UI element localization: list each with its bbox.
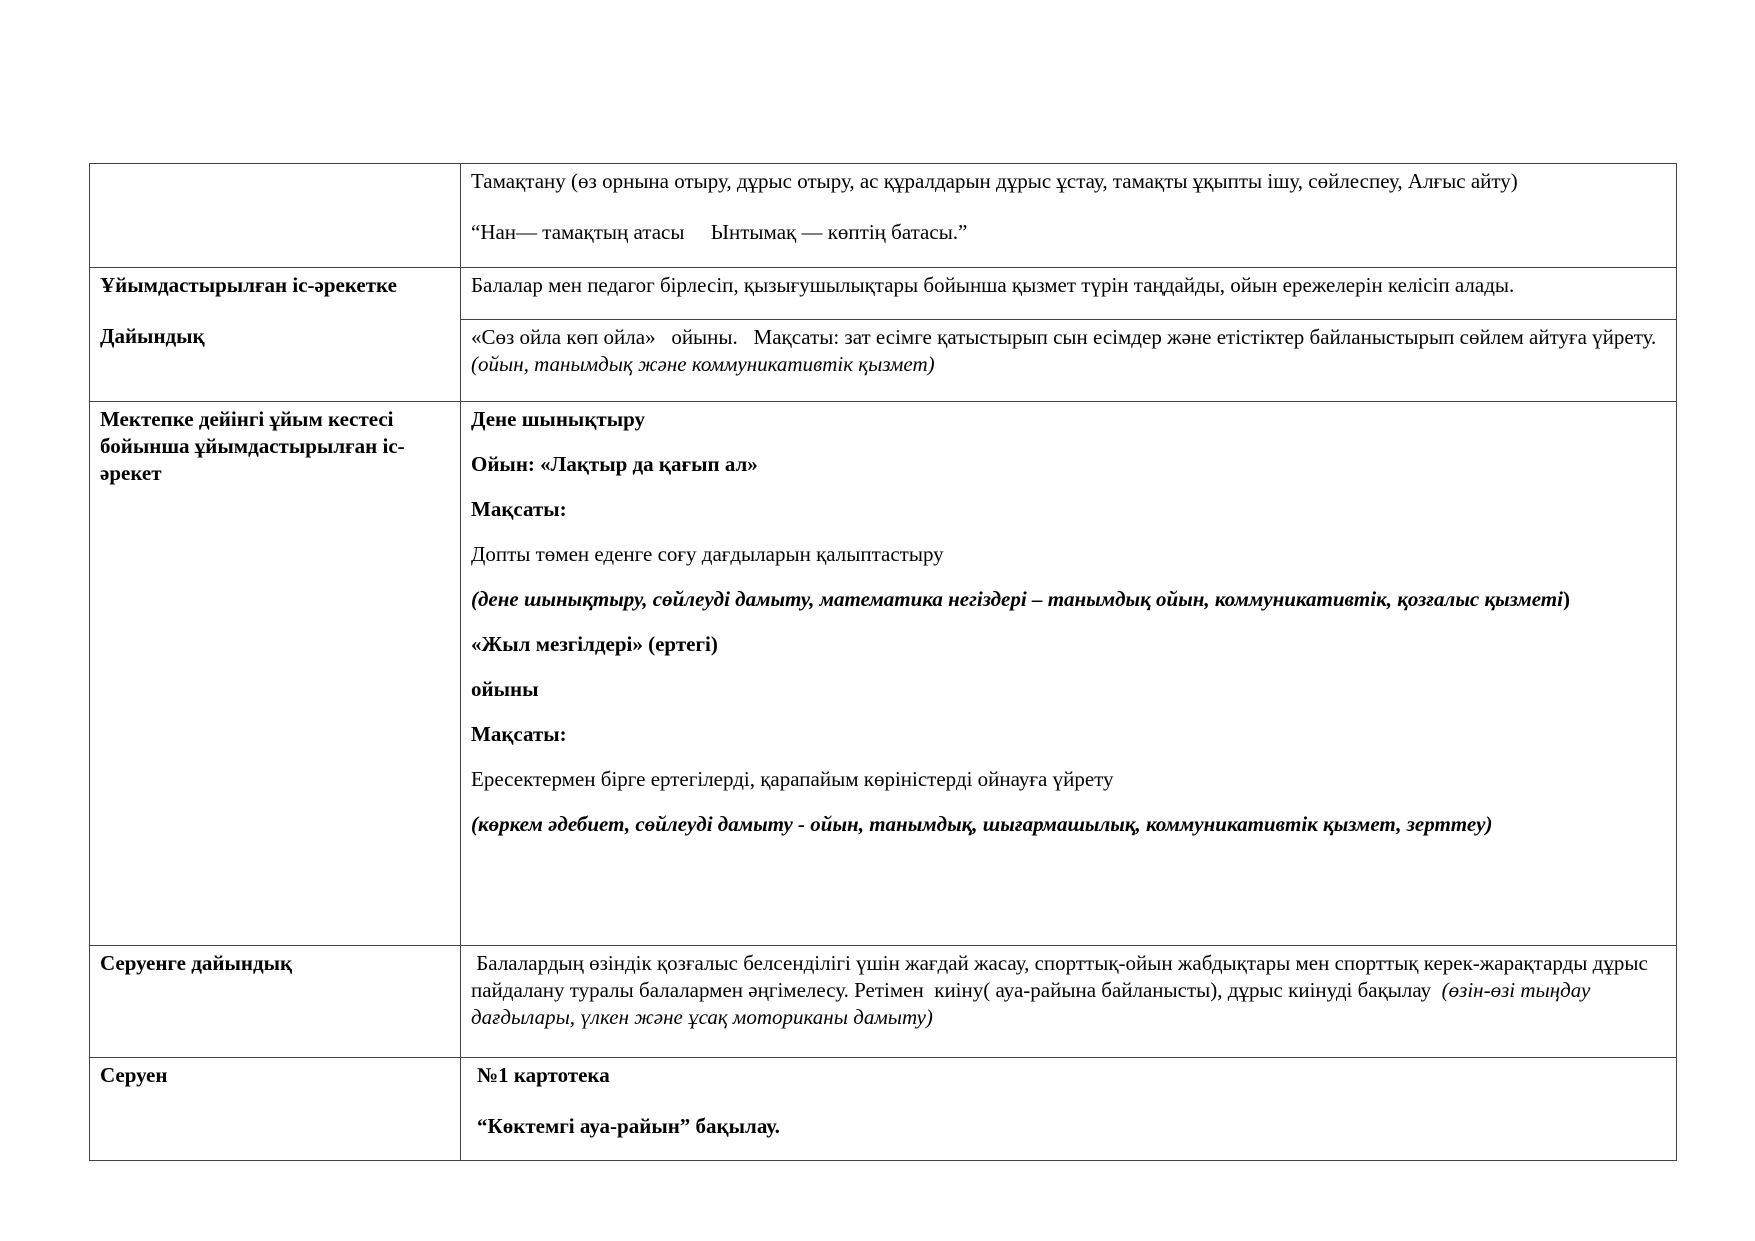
- row2-bottom-cell: [461, 320, 1677, 402]
- row2-left-cell: [90, 268, 461, 402]
- table-row: [90, 946, 1677, 1058]
- note1-italic: (дене шынықтыру, сөйлеуді дамыту, математика негіздері – танымдық ойын, коммуникативтік, қозғалыс қызметі: [471, 587, 1563, 611]
- row1-left-cell: [90, 164, 461, 268]
- aim1-text: Допты төмен еденге соғу дағдыларын қалыптастыру: [471, 542, 944, 566]
- walk-preparation-note: (өзін-өзі тыңдау дағдылары, үлкен және ұсақ моториканы дамыту): [471, 978, 1596, 1029]
- organized-activity-label: Ұйымдастырылған іс-әрекетке: [100, 273, 397, 297]
- walk-preparation-label: Серуенге дайындық: [100, 951, 293, 975]
- note1: [471, 586, 1666, 613]
- walk-label: Серуен: [100, 1063, 168, 1087]
- word-game-note: (ойын, танымдық және коммуникативтік қызмет): [471, 352, 935, 376]
- word-game-description: «Сөз ойла көп ойла» ойыны. Мақсаты: зат есімге қатыстырып сын есімдер және етістіктер байланыстырып сөйлем айтуға үйрету.: [471, 325, 1657, 349]
- activity-choice-text: Балалар мен педагог бірлесіп, қызығушылықтары бойынша қызмет түрін таңдайды, ойын ережелерін келісіп алады.: [471, 273, 1515, 297]
- aim2-label: Мақсаты:: [471, 722, 567, 746]
- row3-left-cell: [90, 402, 461, 946]
- proverb-text: “Нан— тамақтың атасы Ынтымақ — көптің батасы.”: [471, 220, 968, 244]
- walk-preparation-text: [471, 950, 1666, 1031]
- aim1-label: Мақсаты:: [471, 497, 567, 521]
- note1-close: ): [1562, 587, 1570, 611]
- scheduled-activity-label: Мектепке дейінгі ұйым кестесі бойынша ұйымдастырылған іс-әрекет: [100, 407, 405, 485]
- table-row: [90, 1058, 1677, 1161]
- game1-title: Ойын: «Лақтыр да қағып ал»: [471, 452, 758, 476]
- walk-preparation-description: Балалардың өзіндік қозғалыс белсенділігі үшін жағдай жасау, спорттық-ойын жабдықтары мен спорттық керек-жарақтарды дұрыс пайдалану туралы балалармен әңгімелесу. Ретімен киіну( ауа-райына байланысты), дұрыс киінуді бақылау: [471, 951, 1654, 1002]
- table-row: [90, 402, 1677, 946]
- word-game-text: [471, 324, 1666, 378]
- row4-content-cell: [461, 946, 1677, 1058]
- note2: (көркем әдебиет, сөйлеуді дамыту - ойын, танымдық, шығармашылық, коммуникативтік қызмет, зерттеу): [471, 812, 1493, 836]
- row5-left-cell: [90, 1058, 461, 1161]
- preparation-label: Дайындық: [100, 324, 205, 348]
- game2-suffix: ойыны: [471, 677, 539, 701]
- table-row: [90, 164, 1677, 268]
- card-file-number: №1 картотека: [477, 1063, 610, 1087]
- row3-content-cell: [461, 402, 1677, 946]
- pe-heading: Дене шынықтыру: [471, 407, 646, 431]
- meal-rules-text: Тамақтану (өз орнына отыру, дұрыс отыру, ас құралдарын дұрыс ұстау, тамақты ұқыпты ішу, сөйлеспеу, Алғыс айту): [471, 169, 1518, 193]
- aim2-text: Ересектермен бірге ертегілерді, қарапайым көріністерді ойнауға үйрету: [471, 767, 1114, 791]
- game2-title: «Жыл мезгілдері» (ертегі): [471, 632, 718, 656]
- row2-top-cell: [461, 268, 1677, 320]
- observation-title: “Көктемгі ауа-райын” бақылау.: [477, 1114, 780, 1138]
- schedule-table: [89, 163, 1677, 1161]
- row1-content-cell: [461, 164, 1677, 268]
- row5-content-cell: [461, 1058, 1677, 1161]
- row4-left-cell: [90, 946, 461, 1058]
- table-row: [90, 268, 1677, 320]
